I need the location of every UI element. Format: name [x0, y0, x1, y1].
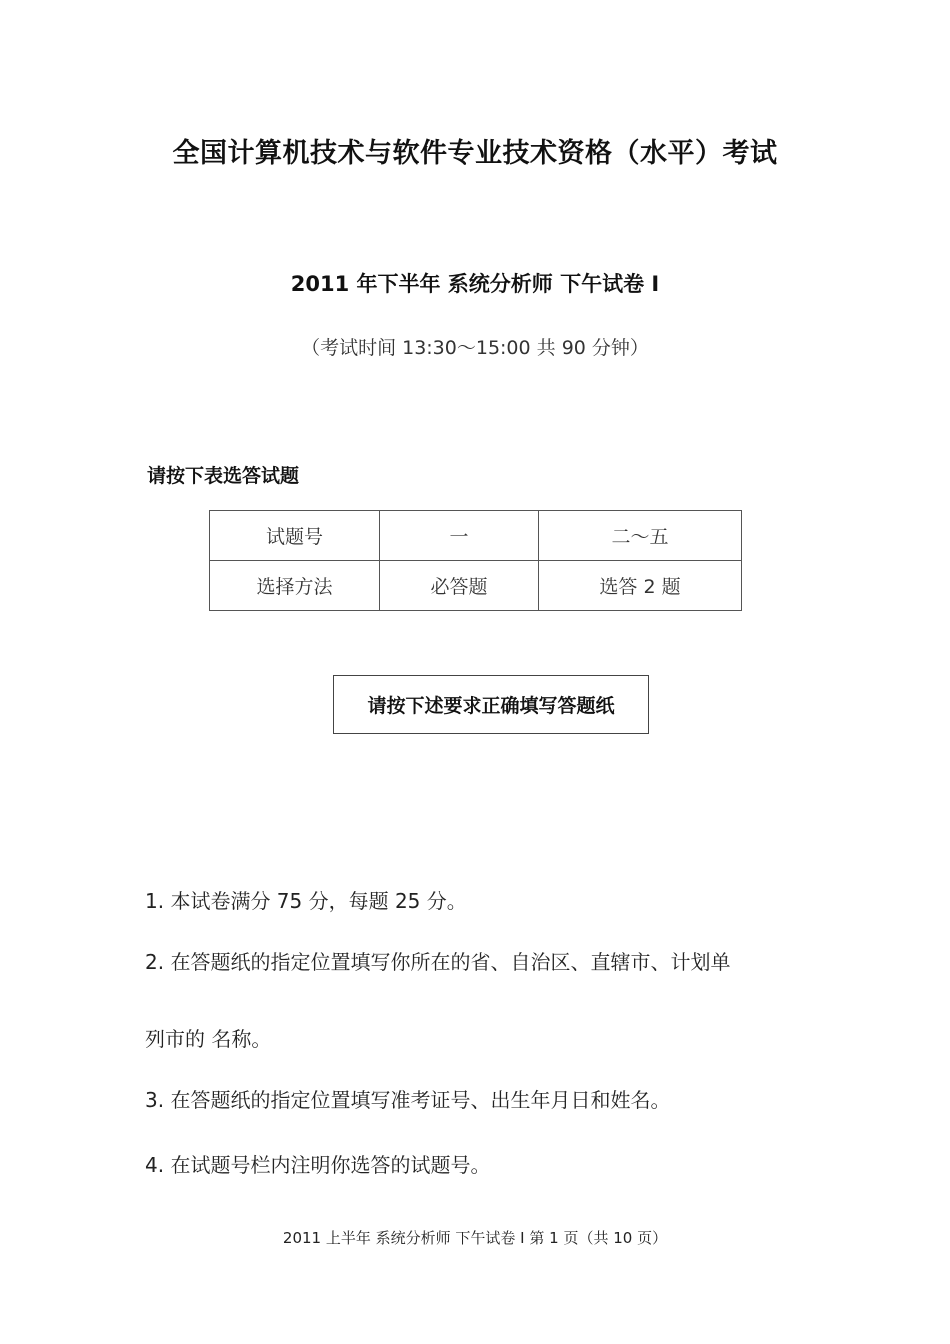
answer-sheet-notice [333, 675, 649, 734]
notice-text: 请按下述要求正确填写答题纸 [367, 695, 615, 717]
table-row [210, 511, 742, 561]
table-cell: 二～五 [539, 511, 742, 561]
exam-subtitle: 2011 年下半年 系统分析师 下午试卷 I [290, 272, 660, 296]
table-cell: 必答题 [380, 561, 539, 611]
table-row [210, 561, 742, 611]
exam-time: （考试时间 13:30～15:00 共 90 分钟） [301, 337, 649, 359]
page-footer: 2011 上半年 系统分析师 下午试卷 I 第 1 页（共 10 页） [282, 1229, 668, 1247]
instruction-item: 4. 在试题号栏内注明你选答的试题号。 [145, 1153, 491, 1177]
table-cell: 选择方法 [210, 561, 380, 611]
table-cell: 选答 2 题 [539, 561, 742, 611]
instruction-item: 列市的 名称。 [145, 1027, 272, 1051]
instruction-item: 1. 本试卷满分 75 分，每题 25 分。 [145, 889, 467, 913]
instruction-item: 3. 在答题纸的指定位置填写准考证号、出生年月日和姓名。 [145, 1088, 671, 1112]
instruction-item: 2. 在答题纸的指定位置填写你所在的省、自治区、直辖市、计划单 [145, 950, 731, 974]
selection-heading: 请按下表选答试题 [147, 465, 300, 487]
table-cell: 一 [380, 511, 539, 561]
question-selection-table [209, 510, 742, 611]
table-cell: 试题号 [210, 511, 380, 561]
document-title: 全国计算机技术与软件专业技术资格（水平）考试 [172, 138, 778, 169]
